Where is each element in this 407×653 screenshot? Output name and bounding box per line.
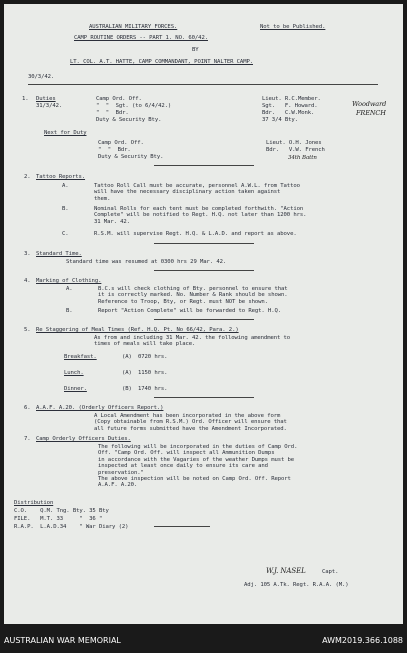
aaf-text: A Local Amendment has been incorporated in the above form (Copy obtainable from R.S.M.) Ord. Officer will ensure that all future forms submitted have the Amendment Incorporated.	[94, 413, 287, 432]
meals-intro: As from and including 31 Mar. 42. the following amendment to times of meals will take place.	[94, 335, 291, 348]
orderly-number: 7.	[24, 436, 31, 442]
next-duty-line-2: " " Bdr.	[98, 147, 131, 153]
distribution-row-2: FILE. M.T. 33 " 36 "	[14, 516, 103, 522]
standard-time-text: Standard time was resumed at 0300 hrs 29 Mar. 42.	[66, 259, 227, 265]
marking-item-b-label: B.	[66, 308, 73, 314]
duties-assigned-3: Bdr. C.W.Monk.	[262, 110, 315, 116]
marking-number: 4.	[24, 278, 31, 284]
next-duty-hand-note: 34th Battn	[288, 155, 317, 161]
standard-time-title: Standard Time.	[36, 251, 82, 257]
meal-dinner-label: Dinner.	[64, 386, 87, 392]
next-duty-line-1: Camp Ord. Off.	[98, 140, 144, 146]
marking-divider	[154, 319, 254, 320]
next-duty-line-3: Duty & Security Bty.	[98, 154, 164, 160]
duties-line-1: Camp Ord. Off.	[96, 96, 142, 102]
aaf-title: A.A.F. A.20. (Orderly Officers Report.)	[36, 405, 164, 411]
signature-line: Adj. 105 A.Tk. Regt. R.A.A. (M.)	[244, 582, 349, 588]
document-page	[4, 4, 403, 624]
distribution-row-1: C.O. Q.M. Tng. Bty. 35 Bty	[14, 508, 109, 514]
meal-lunch-label: Lunch.	[64, 370, 84, 376]
header-date: 30/3/42.	[28, 74, 55, 80]
header-divider	[28, 84, 378, 85]
duties-line-2: " " Sgt. (to 6/4/42.)	[96, 103, 172, 109]
distribution-title: Distribution	[14, 500, 54, 506]
footer-bar	[0, 630, 407, 653]
marking-item-b-text: Report "Action Complete" will be forwarded to Regt. H.Q.	[98, 308, 281, 314]
header-title: AUSTRALIAN MILITARY FORCES.	[89, 24, 178, 30]
duties-hand-note-2: FRENCH	[356, 109, 386, 117]
standard-time-number: 3.	[24, 251, 31, 257]
meals-divider	[154, 397, 254, 398]
next-duty-assigned-2: Bdr. V.W. French	[266, 147, 325, 153]
tattoo-item-a-label: A.	[62, 183, 69, 189]
tattoo-title: Tattoo Reports.	[36, 174, 86, 180]
tattoo-item-c-label: C.	[62, 231, 69, 237]
tattoo-item-c-text: R.S.M. will supervise Regt. H.Q. & L.A.D. and report as above.	[94, 231, 297, 237]
meal-lunch-code: (A)	[122, 370, 132, 376]
duties-title: Duties	[36, 96, 56, 102]
distribution-row-3: R.A.P. L.A.D.34 " War Diary (2)	[14, 524, 129, 530]
duties-line-4: Duty & Security Bty.	[96, 117, 162, 123]
signature-handwritten: W.J. NASEL	[266, 567, 306, 575]
meals-number: 5.	[24, 327, 31, 333]
tattoo-item-a-text: Tattoo Roll Call must be accurate, personnel A.W.L. from Tattoo will have the necessary disciplinary action taken against them.	[94, 183, 300, 202]
footer-source: AUSTRALIAN WAR MEMORIAL	[4, 636, 121, 645]
orderly-text: The following will be incorporated in the duties of Camp Ord. Off. "Camp Ord. Off. will inspect all Ammunition Dumps in accordance with the Vagaries of the weather Dumps must be inspected at least once daily to ensure its care and preservation." The above inspection will be noted on Camp Ord. Off. Report A.A.F. A.20.	[98, 444, 298, 489]
tattoo-divider	[154, 243, 254, 244]
header-notice: Not to be Published.	[260, 24, 326, 30]
marking-item-a-label: A.	[66, 286, 73, 292]
next-duty-title: Next for Duty	[44, 130, 87, 136]
aaf-number: 6.	[24, 405, 31, 411]
duties-divider	[154, 165, 254, 166]
duties-assigned-4: 37 3/4 Bty.	[262, 117, 298, 123]
signature-rank: Capt.	[322, 569, 339, 575]
duties-assigned-2: Sgt. F. Howard.	[262, 103, 318, 109]
meal-dinner-code: (B)	[122, 386, 132, 392]
duties-line-3: " " Bdr.	[96, 110, 129, 116]
tattoo-item-b-label: B.	[62, 206, 69, 212]
meal-breakfast-time: 0720 hrs.	[138, 354, 168, 360]
tattoo-number: 2.	[24, 174, 31, 180]
duties-date: 31/3/42.	[36, 103, 63, 109]
marking-item-a-text: B.C.s will check clothing of Bty. personnel to ensure that it is correctly marked. No. Number & Rank should be shown. Reference to Troop, Bty, or Regt. must NOT be shown.	[98, 286, 288, 305]
next-duty-assigned-1: Lieut. O.H. Jones	[266, 140, 322, 146]
tattoo-item-b-text: Nominal Rolls for each tent must be completed forthwith. "Action Complete" will be notified to Regt. H.Q. not later than 1200 hrs. 31 Mar. 42.	[94, 206, 307, 225]
orderly-title: Camp Orderly Officers Duties.	[36, 436, 131, 442]
footer-accession: AWM2019.366.1088	[322, 636, 403, 645]
marking-title: Marking of Clothing.	[36, 278, 102, 284]
duties-assigned-1: Lieut. R.C.Member.	[262, 96, 321, 102]
header-by: BY	[192, 47, 199, 53]
meals-title: Re Staggering of Meal Times (Ref. H.Q. Pt. No 66/42, Para. 2.)	[36, 327, 239, 333]
meal-breakfast-code: (A)	[122, 354, 132, 360]
standard-time-divider	[154, 270, 254, 271]
meal-breakfast-label: Breakfast.	[64, 354, 97, 360]
duties-hand-note-1: Woodward	[352, 100, 387, 108]
meal-dinner-time: 1740 hrs.	[138, 386, 168, 392]
header-orders: CAMP ROUTINE ORDERS -- PART 1. NO. 60/42.	[74, 35, 208, 41]
duties-number: 1.	[22, 96, 29, 102]
distribution-underline	[154, 526, 210, 527]
header-author: LT. COL. A.T. HATTE, CAMP COMMANDANT, POINT NALTER CAMP.	[70, 59, 253, 65]
meal-lunch-time: 1150 hrs.	[138, 370, 168, 376]
